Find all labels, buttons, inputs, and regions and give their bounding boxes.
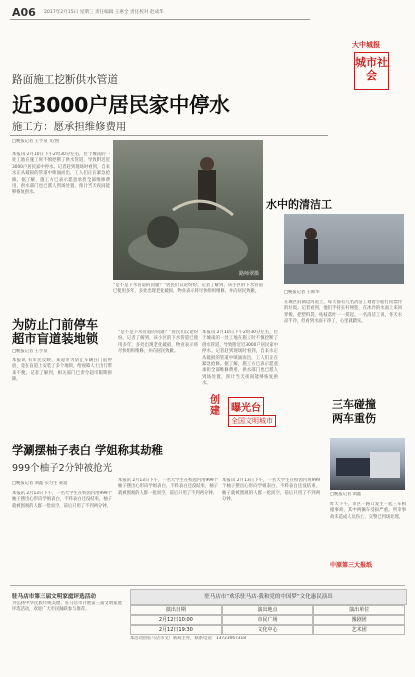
grid-body: 本报讯 有市民反映，某超市为防止车辆在门前停放，竟在盲道上安装了多个地锁，给视障人士出行带来不便。记者了解到，相关部门已责令超市限期拆除。 (12, 358, 112, 383)
theft-body-2: 本报讯 2月13日下午，一名大学生在校园内用999个柚子摆出心形向学姐表白，不料表白还没结束，柚子就被围观的人群一抢而空，前后只用了不到两分钟。 (118, 478, 218, 496)
accident-subtitle: 两车重伤 (332, 412, 376, 425)
footer-note: 本活动由驻马店市文广新局主办，联系电话：13723067318 (130, 636, 247, 641)
footer-th: 演出地点 (222, 605, 314, 615)
promo-block (210, 395, 280, 430)
footer-td: 豫剧团 (313, 615, 405, 625)
footer-table-row (130, 625, 405, 635)
grid-subhead: 超市盲道装地锁 (12, 332, 99, 346)
theft-body: 本报讯 2月13日下午，一名大学生在校园内用999个柚子摆出心形向学姐表白，不料表白还没结束，柚子就被围观的人群一抢而空，前后只用了不到两分钟。 (12, 491, 112, 509)
promo-cn: 创建 (210, 395, 220, 417)
date-line: 2017年2月15日 星期三 责任编辑 王惠全 责任校对 赵成华 (44, 10, 164, 15)
lead-rule (10, 135, 328, 136)
footer-right-title: 驻马店市“欢乐驻马店·我和党的中国梦”文化惠民演出 (130, 589, 407, 605)
theft-subhead: 999个柚子2分钟被抢光 (12, 463, 113, 474)
lead-photo (113, 140, 263, 280)
footer-table (130, 605, 405, 635)
accident-body: 昨天下午，市区一路口发生一起三车相撞事故，其中两辆车受损严重。所幸事故未造成人员伤亡，交警已到场处理。 (330, 502, 406, 520)
footer-left-title: 驻马店市第三届文明家庭评选活动 (12, 594, 96, 600)
feature-photo-drawing (284, 214, 404, 284)
lead-subhead: 施工方：愿承担维修费用 (12, 121, 127, 133)
accident-photo (330, 438, 405, 490)
lead-body: 本报讯 2月10日下午2时30分左右，位于城南的一处工地在施工时不慎挖断了供水管道，导致附近近3000户居民家中停水。记者赶到现场时看到，自来水正从破损的管道中喷涌而出，工人们正在紧急抢修。据了解，施工方已表示愿意承担全部维修费用，供水部门也已派人到场处置，预计当天夜间能够恢复供水。 (12, 152, 110, 196)
theft-byline: □晚报记者 刘鑫 实习生 聂超 (12, 481, 68, 486)
feature-byline: □晚报记者 王师华 (284, 290, 320, 295)
grid-byline: □晚报记者 王亨泉 (12, 349, 48, 354)
footer-td: 市民广场 (222, 615, 314, 625)
footer-left-body: 为弘扬中华民族传统美德，驻马店市开展第三届文明家庭评选活动，欢迎广大市民踊跃参与推荐。 (12, 601, 122, 613)
footer-table-header (130, 605, 405, 615)
header-rule (10, 19, 310, 20)
footer-table-row (130, 615, 405, 625)
brand-logo: 大中城报 (352, 40, 380, 49)
theft-body-3: 本报讯 2月13日下午，一名大学生在校园内用999个柚子摆出心形向学姐表白，不料表白还没结束，柚子就被围观的人群一抢而空，前后只用了不到两分钟。 (222, 478, 320, 503)
footer-th: 演出日期 (130, 605, 222, 615)
middle-body-2: 本报讯 2月10日下午2时30分左右，位于城南的一处工地在施工时不慎挖断了供水管道，导致附近近3000户居民家中停水。记者赶到现场时看到，自来水正从破损的管道中喷涌而出，工人们正在紧急抢修。据了解，施工方已表示愿意承担全部维修费用，供水部门也已派人到场处置，预计当天夜间能够恢复供水。 (202, 330, 278, 387)
theft-headline: 学涮摆柚子表白 学姐称其劫稚 (12, 444, 163, 457)
page-number: A06 (12, 6, 36, 19)
feature-photo (284, 214, 404, 284)
section-badge: 城市社会 (354, 52, 389, 90)
accident-title: 三车碰撞 (332, 398, 376, 411)
footer-rule (10, 585, 405, 586)
footer-td: 2月12日10:00 (130, 615, 222, 625)
footer-td: 文化中心 (222, 625, 314, 635)
grid-headline: 为防止门前停车 (12, 318, 99, 332)
lead-body-cont: “是不是下水管道的问题？”居民们议论纷纷。记者了解到，该小区的下水管道已使用多年，多处出现老化破损，物业表示将尽快组织维修，并向居民致歉。 (113, 283, 263, 295)
accident-photo-drawing (330, 438, 405, 490)
right-masthead: 中原第三大报纸 (330, 562, 373, 569)
middle-body: “是不是下水管道的问题？”居民们议论纷纷。记者了解到，该小区的下水管道已使用多年，多处出现老化破损，物业表示将尽快组织维修，并向居民致歉。 (118, 330, 198, 355)
footer-td: 2月12日19:30 (130, 625, 222, 635)
lead-byline: □晚报记者 王亨泉 文/图 (12, 139, 59, 144)
lead-photo-drawing (113, 140, 263, 280)
promo-stamp: 曝光台 (228, 397, 264, 416)
feature-title: 水中的清洁工 (266, 198, 332, 211)
feature-body: 在城区的湖边河道上，每天都有几名清洁工划着小船打捞漂浮的垃圾。记者看到，他们手持长杆网兜，在冰冷的水面上来回穿梭，把塑料袋、枯枝落叶一一捞起。一名清洁工说，冬天水凉手冷，但看到水面干净了，心里就踏实。 (284, 300, 402, 325)
footer-th: 演出单位 (313, 605, 405, 615)
promo-sub: 全国文明城市 (228, 415, 276, 427)
photo-credit: 路师翠摄 (238, 271, 259, 277)
lead-headline: 近3000户居民家中停水 (12, 93, 230, 117)
accident-byline: □晚报记者 刘鑫 (330, 492, 362, 497)
lead-kicker: 路面施工挖断供水管道 (12, 74, 118, 86)
footer-td: 艺术团 (313, 625, 405, 635)
